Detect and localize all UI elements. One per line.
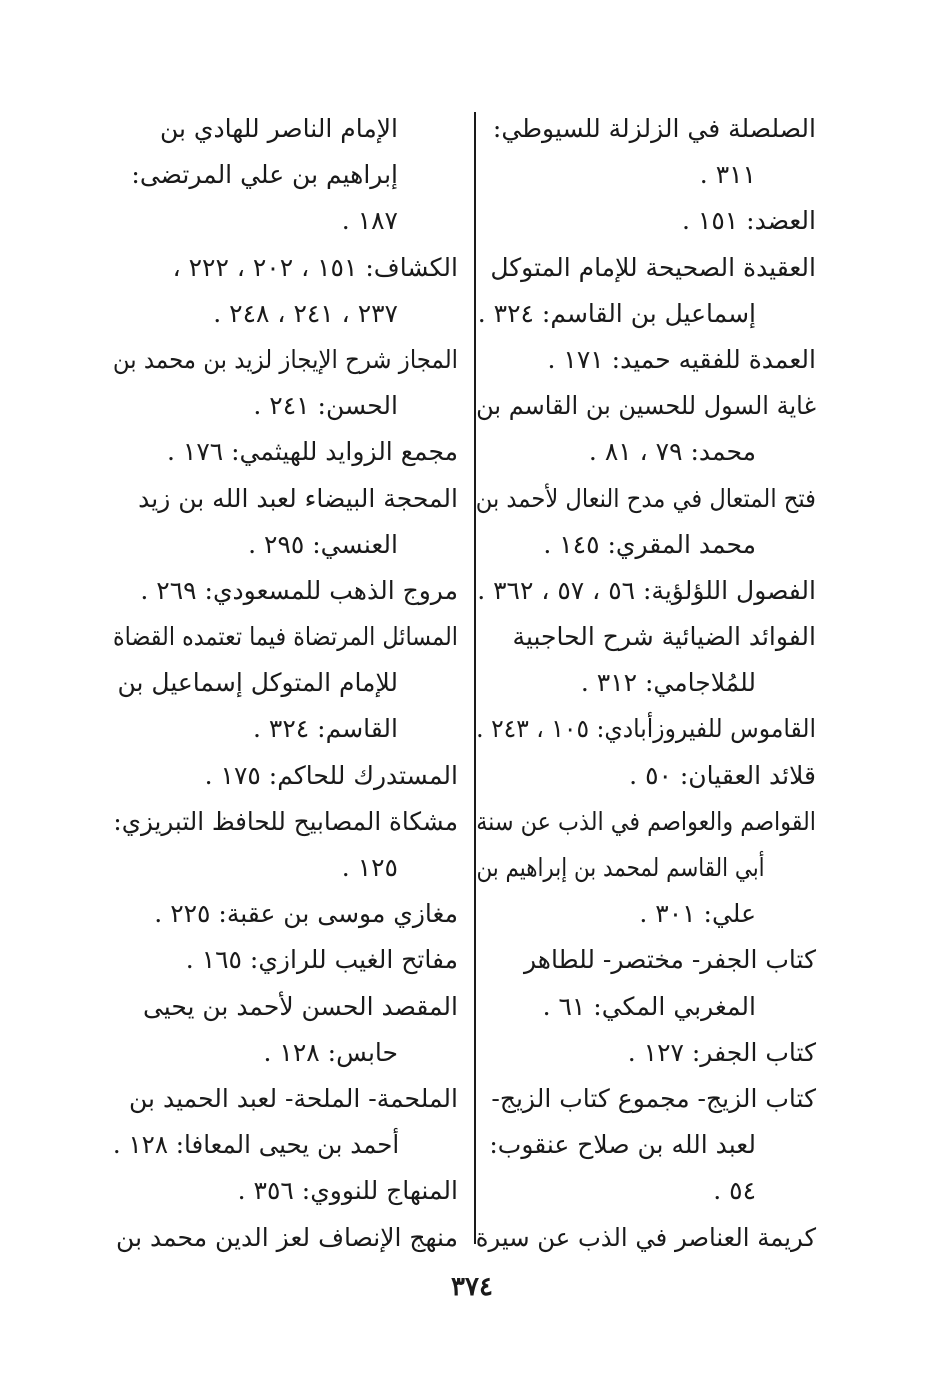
index-entry-line: المقصد الحسن لأحمد بن يحيى — [142, 991, 458, 1021]
index-entry-line: ٥٤ . — [713, 1176, 756, 1206]
index-entry-line: علي: ٣٠١ . — [639, 899, 756, 929]
index-entry-line: محمد: ٧٩ ، ٨١ . — [588, 437, 756, 467]
index-entry-line: الكشاف: ١٥١ ، ٢٠٢ ، ٢٢٢ ، — [172, 252, 458, 282]
index-column-left — [113, 106, 458, 1261]
index-entry-line: لعبد الله بن صلاح عنقوب: — [489, 1130, 756, 1160]
column-divider — [474, 112, 476, 1244]
index-entry-line: الإمام الناصر للهادي بن — [159, 114, 398, 143]
index-entry-line: العضد: ١٥١ . — [682, 206, 816, 236]
index-entry-line: مغازي موسى بن عقبة: ٢٢٥ . — [154, 899, 458, 929]
index-entry-line: أحمد بن يحيى المعافا: ١٢٨ . — [112, 1130, 400, 1160]
index-entry-line: القواصم والعواصم في الذب عن سنة — [476, 806, 816, 836]
index-entry-line: القاسم: ٣٢٤ . — [253, 714, 398, 744]
index-column-right — [476, 106, 816, 1261]
index-entry-line: الصلصلة في الزلزلة للسيوطي: — [492, 114, 816, 143]
index-entry-line: الفصول اللؤلؤية: ٥٦ ، ٥٧ ، ٣٦٢ . — [477, 575, 816, 605]
index-entry-line: ١٢٥ . — [341, 853, 398, 882]
index-entry-line: إسماعيل بن القاسم: ٣٢٤ . — [477, 298, 756, 328]
index-entry-line: غاية السول للحسين بن القاسم بن — [476, 391, 816, 421]
index-entry-line: كتاب الجفر: ١٢٧ . — [627, 1037, 816, 1067]
index-entry-line: ٢٣٧ ، ٢٤١ ، ٢٤٨ . — [213, 298, 398, 328]
index-entry-line: كريمة العناصر في الذب عن سيرة — [475, 1222, 816, 1252]
index-entry-line: الملحمة- الملحة- لعبد الحميد بن — [129, 1083, 458, 1113]
index-entry-line: العمدة للفقيه حميد: ١٧١ . — [547, 344, 816, 374]
index-entry-line: محمد المقري: ١٤٥ . — [543, 529, 756, 559]
index-entry-line: كتاب الزيج- مجموع كتاب الزيج- — [491, 1083, 816, 1113]
index-entry-line: المجاز شرح الإيجاز لزيد بن محمد بن — [112, 344, 458, 374]
index-entry-line: العقيدة الصحيحة للإمام المتوكل — [490, 252, 816, 282]
index-entry-line: الفوائد الضيائية شرح الحاجبية — [512, 622, 816, 652]
index-entry-line: إبراهيم بن علي المرتضى: — [131, 160, 398, 190]
index-entry-line: الحسن: ٢٤١ . — [253, 391, 398, 421]
index-entry-line: مروج الذهب للمسعودي: ٢٦٩ . — [140, 575, 458, 605]
index-entry-line: أبي القاسم لمحمد بن إبراهيم بن — [476, 853, 765, 882]
index-entry-line: المحجة البيضاء لعبد الله بن زيد — [138, 483, 458, 513]
index-entry-line: مشكاة المصابيح للحافظ التبريزي: — [113, 806, 459, 836]
index-entry-line: ٣١١ . — [699, 160, 756, 190]
index-entry-line: المنهاج للنووي: ٣٥٦ . — [237, 1176, 458, 1206]
index-entry-line: للإمام المتوكل إسماعيل بن — [117, 668, 398, 698]
index-entry-line: فتح المتعال في مدح النعال لأحمد بن — [475, 483, 816, 513]
index-entry-line: المسائل المرتضاة فيما تعتمده القضاة — [113, 622, 459, 652]
index-entry-line: القاموس للفيروزأبادي: ١٠٥ ، ٢٤٣ . — [476, 714, 816, 744]
index-entry-line: قلائد العقيان: ٥٠ . — [629, 760, 816, 790]
index-entry-line: للمُلاجامي: ٣١٢ . — [580, 668, 756, 698]
index-entry-line: مفاتح الغيب للرازي: ١٦٥ . — [185, 945, 458, 975]
index-entry-line: المغربي المكي: ٦١ . — [542, 991, 756, 1021]
index-entry-line: حابس: ١٢٨ . — [263, 1037, 398, 1067]
page-number: ٣٧٤ — [451, 1272, 493, 1302]
index-entry-line: كتاب الجفر- مختصر- للطاهر — [523, 945, 816, 975]
index-entry-line: ١٨٧ . — [341, 206, 398, 236]
index-entry-line: منهج الإنصاف لعز الدين محمد بن — [116, 1222, 458, 1252]
index-entry-line: المستدرك للحاكم: ١٧٥ . — [204, 760, 458, 790]
index-entry-line: مجمع الزوايد للهيثمي: ١٧٦ . — [166, 437, 458, 467]
index-entry-line: العنسي: ٢٩٥ . — [248, 529, 398, 559]
